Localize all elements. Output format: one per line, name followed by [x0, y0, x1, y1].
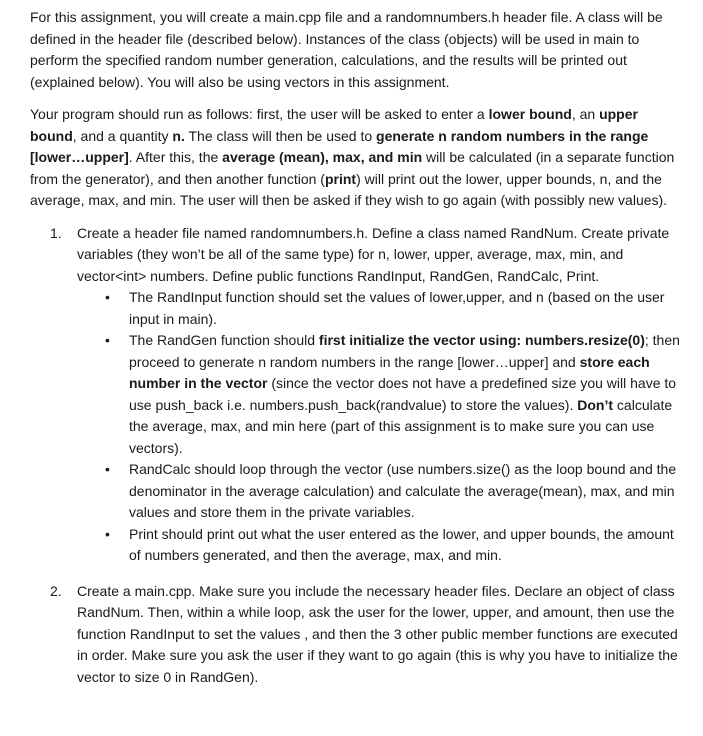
bullet-text: The RandInput function should set the values of lower,upper, and n (based on the user input in main).: [129, 289, 665, 327]
bullet-icon: •: [105, 289, 110, 305]
bullet-text: Print should print out what the user entered as the lower, and upper bounds, the amount of numbers generated, and then the average, max, and min.: [129, 525, 674, 563]
intro-paragraph: For this assignment, you will create a main.cpp file and a randomnumbers.h header file. A class will be defined in the header file (described below). Instances of the class (objects) will be used in main to perform the specified random number generation, calculations, and the results will be printed out (explained below). You will also be using vectors in this assignment.: [30, 9, 663, 90]
text-run: , an: [571, 106, 600, 122]
list-item: [30, 581, 683, 689]
step-text: Create a main.cpp. Make sure you include the necessary header files. Declare an object of class RandNum. Then, within a while loop, ask the user for the lower, upper, and amount, then use the function RandInput to set the values , and then the 3 other public member functions are executed in order. Make sure you ask the user if they want to go again (this is why you have to initialize the vector to size 0 in RandGen).: [77, 582, 678, 685]
steps-list: [30, 223, 683, 689]
text-run: will be calculated (in a separate function from the generator), and then another function (: [30, 149, 675, 187]
text-run: calculate the average, max, and min here (part of this assignment is to make sure you can use vectors).: [129, 396, 673, 456]
text-run: (since the vector does not have a predefined size you will have to use push_back i.e. numbers.push_back(randvalue) to store the values).: [129, 375, 677, 413]
bullet-item: [105, 524, 683, 567]
text-run: Your program should run as follows: first, the user will be asked to enter a: [30, 106, 489, 122]
bullet-icon: •: [105, 332, 110, 348]
bullet-icon: •: [105, 461, 110, 477]
text-run: The RandGen function should: [129, 332, 319, 348]
bold-run: average (mean), max, and min: [222, 149, 423, 165]
bullet-item: [105, 287, 683, 330]
step-text: Create a header file named randomnumbers.h. Define a class named RandNum. Create private variables (they won’t be all of the same type) for n, lower, upper, average, max, min, and vector<int> numbers. Define public functions RandInput, RandGen, RandCalc, Print.: [77, 224, 670, 284]
bold-run: generate n random numbers in the range [lower…upper]: [30, 127, 649, 165]
bold-run: lower bound: [488, 106, 572, 122]
bullet-item: [105, 459, 683, 524]
bullet-icon: •: [105, 525, 110, 542]
bullet-list: [77, 287, 683, 567]
bullet-item: [105, 330, 683, 459]
text-run: . After this, the: [128, 149, 223, 165]
bold-run: n.: [172, 127, 185, 144]
step-number: 1.: [50, 224, 62, 241]
text-run: , and a quantity: [72, 127, 173, 144]
bullet-text: [129, 330, 683, 459]
bold-run: Don’t: [577, 396, 614, 413]
bold-run: first initialize the vector using: numbers.resize(0): [318, 332, 645, 348]
text-run: The class will then be used to: [184, 127, 377, 144]
text-run: ; then proceed to generate n random numbers in the range [lower…upper] and: [129, 332, 680, 370]
program-flow-paragraph: [30, 104, 683, 212]
bold-run: print: [324, 170, 357, 187]
list-item: [30, 223, 683, 567]
bold-run: upper bound: [30, 106, 638, 144]
text-run: ) will print out the lower, upper bounds, n, and the average, max, and min. The user will then be asked if they wish to go again (with possibly new values).: [30, 170, 668, 208]
bold-run: store each number in the vector: [129, 353, 650, 391]
step-number: 2.: [50, 582, 62, 599]
bullet-text: RandCalc should loop through the vector (use numbers.size() as the loop bound and the denominator in the average calculation) and calculate the average(mean), max, and min values and store them in the private variables.: [129, 461, 677, 520]
